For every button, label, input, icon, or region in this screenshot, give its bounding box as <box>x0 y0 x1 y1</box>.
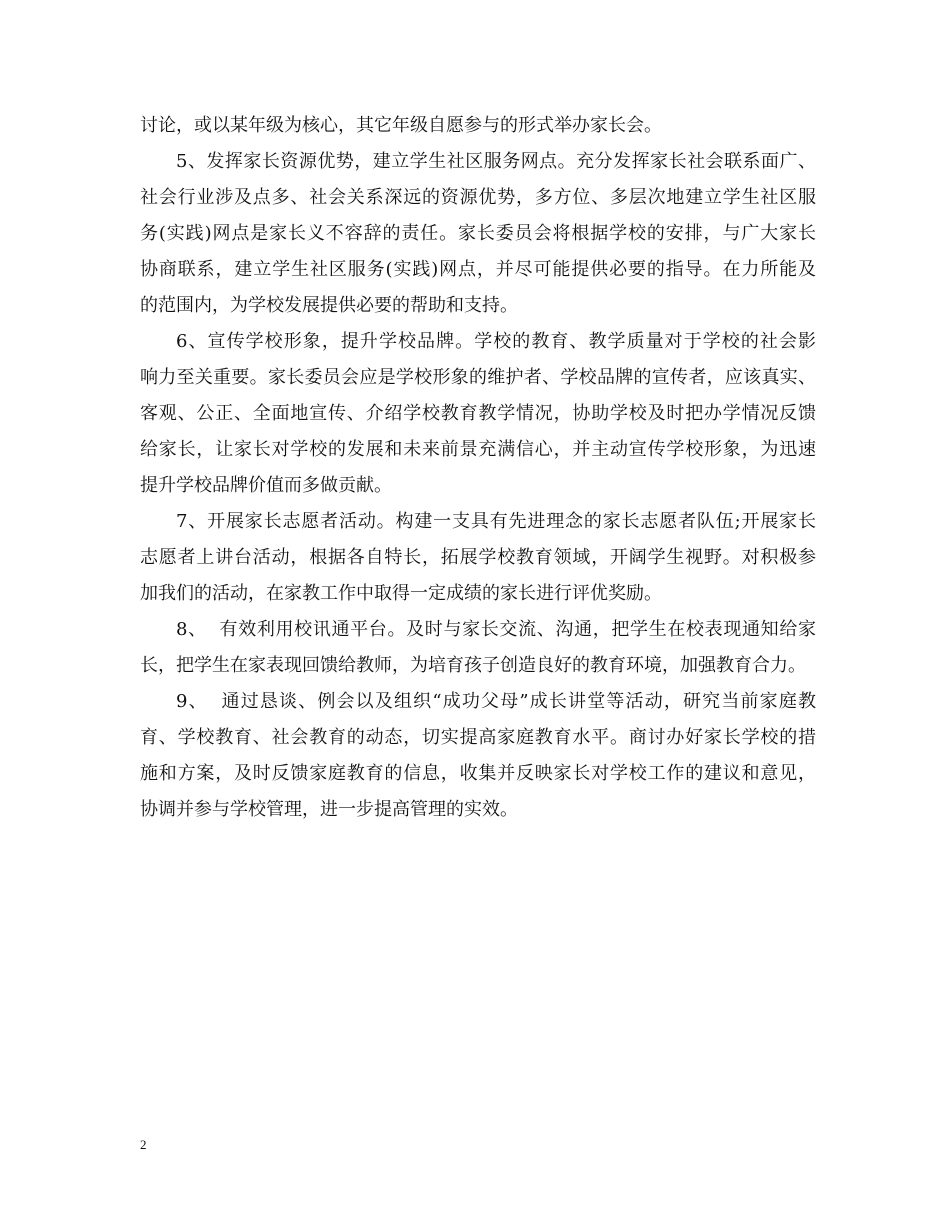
text-line: 的范围内，为学校发展提供必要的帮助和支持。 <box>140 295 518 316</box>
text-line: 育、学校教育、社会教育的动态，切实提高家庭教育水平。商讨办好家长学校的措 <box>140 727 816 748</box>
text-line: 提升学校品牌价值而多做贡献。 <box>140 475 392 496</box>
text-line: 社会行业涉及点多、社会关系深远的资源优势，多方位、多层次地建立学生社区服 <box>140 187 816 208</box>
paragraph-item-7 <box>140 504 816 612</box>
text-line: 加我们的活动，在家教工作中取得一定成绩的家长进行评优奖励。 <box>140 583 662 604</box>
text-line: 9、 通过恳谈、例会以及组织“成功父母”成长讲堂等活动，研究当前家庭教 <box>176 691 816 712</box>
body-text <box>140 108 816 828</box>
text-line: 务(实践)网点是家长义不容辞的责任。家长委员会将根据学校的安排，与广大家长 <box>140 223 816 244</box>
text-line: 施和方案，及时反馈家庭教育的信息，收集并反映家长对学校工作的建议和意见， <box>140 763 816 784</box>
text-line: 客观、公正、全面地宣传、介绍学校教育教学情况，协助学校及时把办学情况反馈 <box>140 403 816 424</box>
text-line: 5、发挥家长资源优势，建立学生社区服务网点。充分发挥家长社会联系面广、 <box>176 151 816 172</box>
text-line: 长，把学生在家表现回馈给教师，为培育孩子创造良好的教育环境，加强教育合力。 <box>140 655 806 676</box>
paragraph-item-9 <box>140 684 816 828</box>
text-line: 7、开展家长志愿者活动。构建一支具有先进理念的家长志愿者队伍;开展家长 <box>176 511 816 532</box>
page-number: 2 <box>140 1137 147 1152</box>
text-line: 给家长，让家长对学校的发展和未来前景充满信心，并主动宣传学校形象，为迅速 <box>140 439 816 460</box>
text-line: 协调并参与学校管理，进一步提高管理的实效。 <box>140 799 518 820</box>
paragraph-item-8 <box>140 612 816 684</box>
paragraph-continuation <box>140 108 816 144</box>
text-line: 响力至关重要。家长委员会应是学校形象的维护者、学校品牌的宣传者，应该真实、 <box>140 367 816 388</box>
paragraph-item-6 <box>140 324 816 504</box>
text-line: 8、 有效利用校讯通平台。及时与家长交流、沟通，把学生在校表现通知给家 <box>176 619 816 640</box>
text-line: 协商联系，建立学生社区服务(实践)网点，并尽可能提供必要的指导。在力所能及 <box>140 259 816 280</box>
paragraph-item-5 <box>140 144 816 324</box>
text-line: 6、宣传学校形象，提升学校品牌。学校的教育、教学质量对于学校的社会影 <box>176 331 816 352</box>
text-line: 志愿者上讲台活动，根据各自特长，拓展学校教育领域，开阔学生视野。对积极参 <box>140 547 816 568</box>
text-line: 讨论，或以某年级为核心，其它年级自愿参与的形式举办家长会。 <box>140 115 662 136</box>
